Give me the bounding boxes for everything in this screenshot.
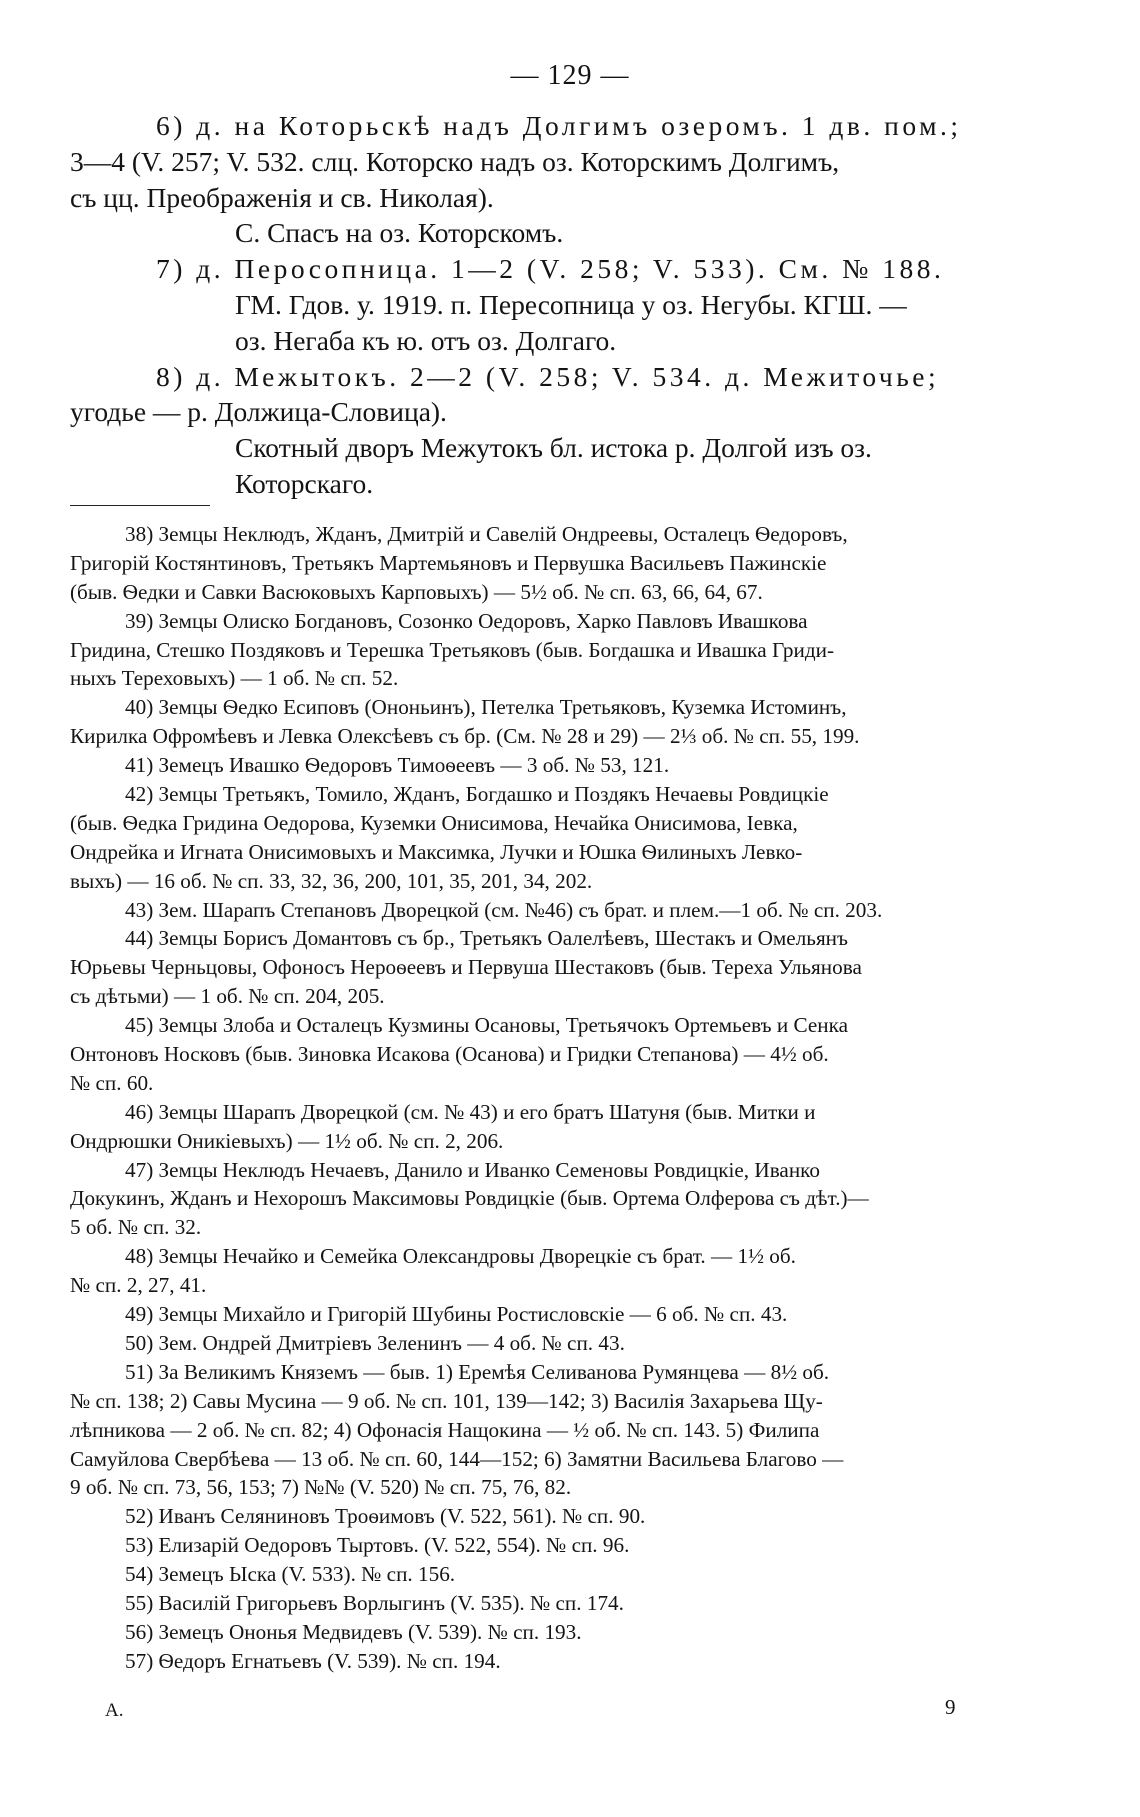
main-text [70, 108, 1060, 502]
main-line: С. Спасъ на оз. Которскомъ. [235, 217, 564, 249]
footnote-line: 42) Земцы Третьякъ, Томило, Жданъ, Богдашко и Поздякъ Нечаевы Ровдицкіе [125, 782, 829, 807]
footnote-line: 43) Зем. Шарапъ Степановъ Дворецкой (см. №46) съ брат. и плем.—1 об. № сп. 203. [125, 897, 883, 922]
footnote-line: Кирилка Офромѣевъ и Левка Олексѣевъ съ бр. (См. № 28 и 29) — 2⅓ об. № сп. 55, 199. [70, 724, 860, 749]
footnote-line: Григорій Костянтиновъ, Третьякъ Мартемьяновъ и Первушка Васильевъ Пажинскіе [70, 550, 827, 575]
footnote-line: 48) Земцы Нечайко и Семейка Олександровы Дворецкіе съ брат. — 1½ об. [125, 1244, 796, 1269]
main-line: Которскаго. [235, 467, 374, 499]
footnote-line: № сп. 2, 27, 41. [70, 1273, 207, 1298]
footnote-line: № сп. 60. [70, 1070, 154, 1095]
footnote-line: 44) Земцы Борисъ Домантовъ съ бр., Третьякъ Оалелѣевъ, Шестакъ и Омельянъ [125, 926, 848, 951]
main-line: 6) д. на Которьскѣ надъ Долгимъ озеромъ. 1 дв. пом.; [156, 110, 962, 141]
main-line: Скотный дворъ Межутокъ бл. истока р. Долгой изъ оз. [235, 432, 872, 464]
footnote-divider [70, 505, 210, 506]
footnote-line: 54) Земецъ Ыска (V. 533). № сп. 156. [125, 1562, 456, 1587]
footnote-line: 38) Земцы Неклюдъ, Жданъ, Дмитрій и Савелій Ондреевы, Осталецъ Ѳедоровъ, [125, 522, 848, 546]
footnote-line: 45) Земцы Злоба и Осталецъ Кузмины Осановы, Третьячокъ Ортемьевъ и Сенка [125, 1013, 849, 1038]
main-line: 8) д. Межытокъ. 2—2 (V. 258; V. 534. д. Межиточье; [156, 360, 940, 392]
footnote-line: лѣпникова — 2 об. № сп. 82; 4) Офонасія Нащокина — ½ об. № сп. 143. 5) Филипа [70, 1417, 820, 1442]
page-number: — 129 — [510, 60, 630, 91]
footnote-line: 55) Василій Григорьевъ Ворлыгинъ (V. 535). № сп. 174. [125, 1590, 624, 1615]
footnote-line: 52) Иванъ Селяниновъ Троѳимовъ (V. 522, 561). № сп. 90. [125, 1504, 646, 1529]
main-line: ГМ. Гдов. у. 1919. п. Пересопница у оз. Негубы. КГШ. — [235, 288, 907, 320]
footnote-line: 41) Земецъ Ивашко Ѳедоровъ Тимоѳеевъ — 3 об. № 53, 121. [125, 753, 670, 778]
footnote-line: Онтоновъ Носковъ (быв. Зиновка Исакова (Осанова) и Гридки Степанова) — 4½ об. [70, 1042, 829, 1067]
footnote-line: Самуйлова Свербѣева — 13 об. № сп. 60, 144—152; 6) Замятни Васильева Благово — [70, 1446, 844, 1471]
footnotes [70, 520, 1060, 1676]
printer-signature-mark: А. [105, 1700, 124, 1721]
main-line: оз. Негаба къ ю. отъ оз. Долгаго. [235, 324, 617, 356]
footnote-line: 9 об. № сп. 73, 56, 153; 7) №№ (V. 520) № сп. 75, 76, 82. [70, 1475, 572, 1500]
footnote-line: 49) Земцы Михайло и Григорій Шубины Ростисловскіе — 6 об. № сп. 43. [125, 1302, 788, 1327]
main-line: 7) д. Перосопница. 1—2 (V. 258; V. 533). См. № 188. [156, 253, 945, 285]
footnote-line: ныхъ Тереховыхъ) — 1 об. № сп. 52. [70, 666, 399, 691]
footnote-line: 47) Земцы Неклюдъ Нечаевъ, Данило и Иванко Семеновы Ровдицкіе, Иванко [125, 1157, 820, 1182]
footnote-line: № сп. 138; 2) Савы Мусина — 9 об. № сп. 101, 139—142; 3) Василія Захарьева Щу- [70, 1388, 823, 1413]
footnote-line: съ дѣтьми) — 1 об. № сп. 204, 205. [70, 984, 385, 1009]
footnote-line: Докукинъ, Жданъ и Нехорошъ Максимовы Ровдицкіе (быв. Ортема Олферова съ дѣт.)— [70, 1186, 869, 1211]
footnote-line: 5 об. № сп. 32. [70, 1215, 202, 1240]
footnote-line: 40) Земцы Ѳедко Есиповъ (Ононьинъ), Петелка Третьяковъ, Куземка Истоминъ, [125, 695, 847, 720]
footnote-line: 53) Елизарій Оедоровъ Тыртовъ. (V. 522, 554). № сп. 96. [125, 1533, 630, 1558]
main-line: угодье — р. Должица-Словица). [70, 396, 447, 428]
footnote-line: Ондрюшки Оникіевыхъ) — 1½ об. № сп. 2, 206. [70, 1128, 504, 1153]
footnote-line: (быв. Ѳедки и Савки Васюковыхъ Карповыхъ) — 5½ об. № сп. 63, 66, 64, 67. [70, 579, 763, 604]
footnote-line: 51) За Великимъ Княземъ — быв. 1) Еремѣя Селиванова Румянцева — 8½ об. [125, 1359, 830, 1384]
footnote-line: Юрьевы Черньцовы, Офоносъ Нероѳеевъ и Первуша Шестаковъ (быв. Тереха Ульянова [70, 955, 862, 980]
footnote-line: Гридина, Стешко Поздяковъ и Терешка Третьяковъ (быв. Богдашка и Ивашка Гриди- [70, 637, 834, 662]
main-line: съ цц. Преображенія и св. Николая). [70, 181, 494, 213]
footnote-line: (быв. Ѳедка Гридина Оедорова, Куземки Онисимова, Нечайка Онисимова, Іевка, [70, 810, 798, 835]
footnote-line: 46) Земцы Шарапъ Дворецкой (см. № 43) и его братъ Шатуня (быв. Митки и [125, 1099, 816, 1124]
footnote-line: Ондрейка и Игната Онисимовыхъ и Максимка, Лучки и Юшка Ѳилиныхъ Левко- [70, 839, 803, 864]
footnote-line: 56) Земецъ Ононья Медвидевъ (V. 539). № сп. 193. [125, 1619, 582, 1644]
footnote-line: 39) Земцы Олиско Богдановъ, Созонко Оедоровъ, Харко Павловъ Ивашкова [125, 608, 808, 633]
sheet-number: 9 [945, 1695, 956, 1719]
footnote-line: 50) Зем. Ондрей Дмитріевъ Зеленинъ — 4 об. № сп. 43. [125, 1330, 625, 1355]
main-line: 3—4 (V. 257; V. 532. слц. Которско надъ оз. Которскимъ Долгимъ, [70, 145, 840, 177]
footnote-line: 57) Ѳедоръ Егнатьевъ (V. 539). № сп. 194. [125, 1648, 501, 1673]
footnote-line: выхъ) — 16 об. № сп. 33, 32, 36, 200, 101, 35, 201, 34, 202. [70, 868, 593, 893]
